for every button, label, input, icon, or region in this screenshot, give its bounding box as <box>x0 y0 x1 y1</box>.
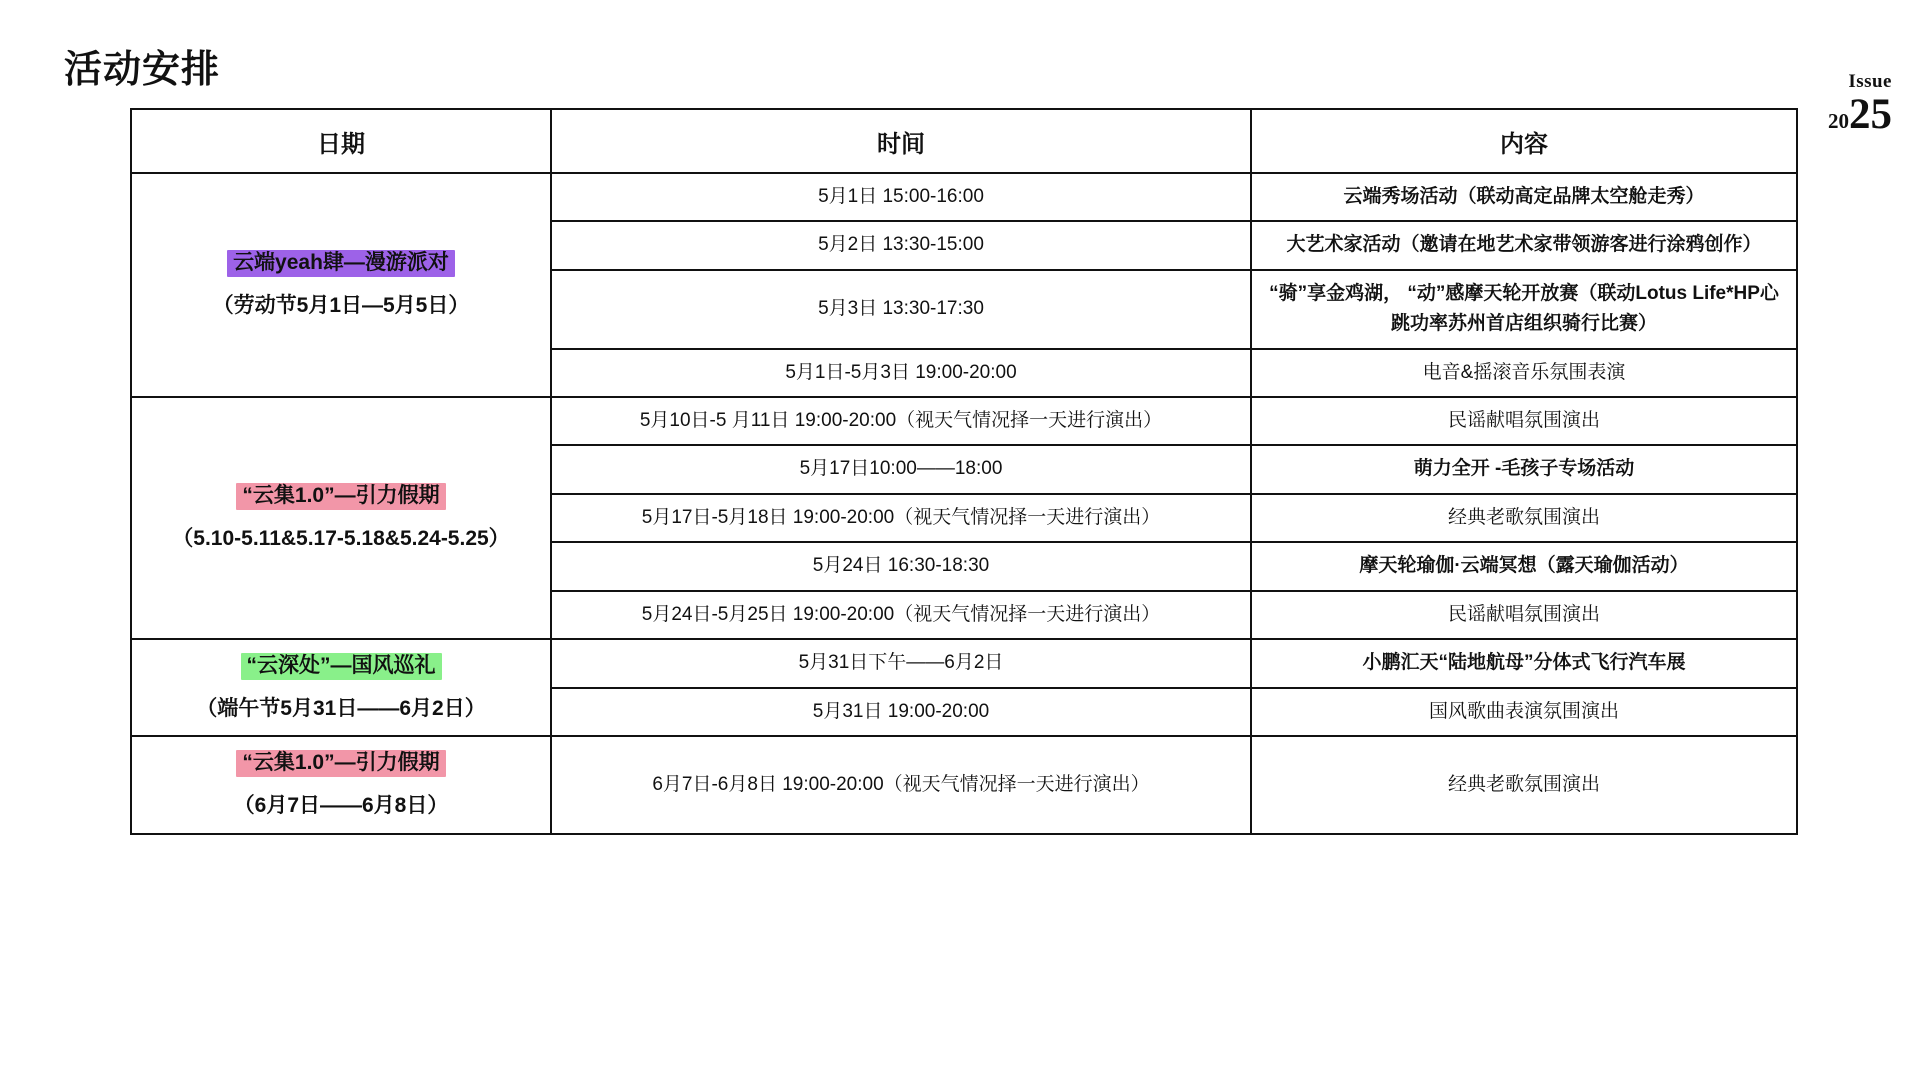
content-cell: “骑”享金鸡湖， “动”感摩天轮开放赛（联动Lotus Life*HP心跳功率苏州首店组织骑行比赛） <box>1251 270 1797 349</box>
table-body <box>131 173 1797 834</box>
column-header-content: 内容 <box>1251 109 1797 173</box>
table-row <box>131 397 1797 445</box>
group-subtitle: （劳动节5月1日—5月5日） <box>212 293 470 317</box>
content-cell: 经典老歌氛围演出 <box>1251 736 1797 834</box>
time-cell: 5月1日-5月3日 19:00-20:00 <box>551 349 1251 397</box>
time-cell: 5月31日 19:00-20:00 <box>551 688 1251 737</box>
content-cell: 电音&摇滚音乐氛围表演 <box>1251 349 1797 397</box>
group-title: “云深处”—国风巡礼 <box>241 653 442 680</box>
content-cell: 国风歌曲表演氛围演出 <box>1251 688 1797 737</box>
content-cell: 经典老歌氛围演出 <box>1251 494 1797 542</box>
time-cell: 5月2日 13:30-15:00 <box>551 221 1251 269</box>
group-title: 云端yeah肆—漫游派对 <box>227 250 455 277</box>
group-date-cell <box>131 736 551 834</box>
time-cell: 5月1日 15:00-16:00 <box>551 173 1251 221</box>
group-date-cell <box>131 173 551 397</box>
table-header <box>131 109 1797 173</box>
group-title: “云集1.0”—引力假期 <box>236 750 445 777</box>
time-cell: 5月31日下午——6月2日 <box>551 639 1251 688</box>
time-cell: 5月17日10:00——18:00 <box>551 445 1251 493</box>
issue-year-prefix: 20 <box>1828 109 1849 133</box>
issue-block <box>1828 72 1892 136</box>
time-cell: 5月10日-5 月11日 19:00-20:00（视天气情况择一天进行演出） <box>551 397 1251 445</box>
time-cell: 5月17日-5月18日 19:00-20:00（视天气情况择一天进行演出） <box>551 494 1251 542</box>
group-date-cell <box>131 397 551 639</box>
time-cell: 5月24日-5月25日 19:00-20:00（视天气情况择一天进行演出） <box>551 591 1251 639</box>
time-cell: 5月3日 13:30-17:30 <box>551 270 1251 349</box>
group-subtitle: （6月7日——6月8日） <box>233 794 449 818</box>
time-cell: 6月7日-6月8日 19:00-20:00（视天气情况择一天进行演出） <box>551 736 1251 834</box>
group-title: “云集1.0”—引力假期 <box>236 483 445 510</box>
table-row <box>131 639 1797 688</box>
content-cell: 云端秀场活动（联动高定品牌太空舱走秀） <box>1251 173 1797 221</box>
content-cell: 摩天轮瑜伽·云端冥想（露天瑜伽活动） <box>1251 542 1797 590</box>
time-cell: 5月24日 16:30-18:30 <box>551 542 1251 590</box>
group-date-cell <box>131 639 551 737</box>
table-header-row <box>131 109 1797 173</box>
content-cell: 民谣献唱氛围演出 <box>1251 591 1797 639</box>
group-subtitle: （端午节5月31日——6月2日） <box>196 696 486 720</box>
group-subtitle: （5.10-5.11&5.17-5.18&5.24-5.25） <box>172 526 510 550</box>
column-header-time: 时间 <box>551 109 1251 173</box>
page-title: 活动安排 <box>64 49 221 91</box>
schedule-table <box>130 108 1798 835</box>
table-row <box>131 736 1797 834</box>
content-cell: 小鹏汇天“陆地航母”分体式飞行汽车展 <box>1251 639 1797 688</box>
content-cell: 民谣献唱氛围演出 <box>1251 397 1797 445</box>
issue-year-suffix: 25 <box>1849 91 1892 138</box>
content-cell: 萌力全开 -毛孩子专场活动 <box>1251 445 1797 493</box>
table-row <box>131 173 1797 221</box>
content-cell: 大艺术家活动（邀请在地艺术家带领游客进行涂鸦创作） <box>1251 221 1797 269</box>
column-header-date: 日期 <box>131 109 551 173</box>
issue-label: Issue <box>1848 71 1892 92</box>
issue-year <box>1828 93 1892 136</box>
